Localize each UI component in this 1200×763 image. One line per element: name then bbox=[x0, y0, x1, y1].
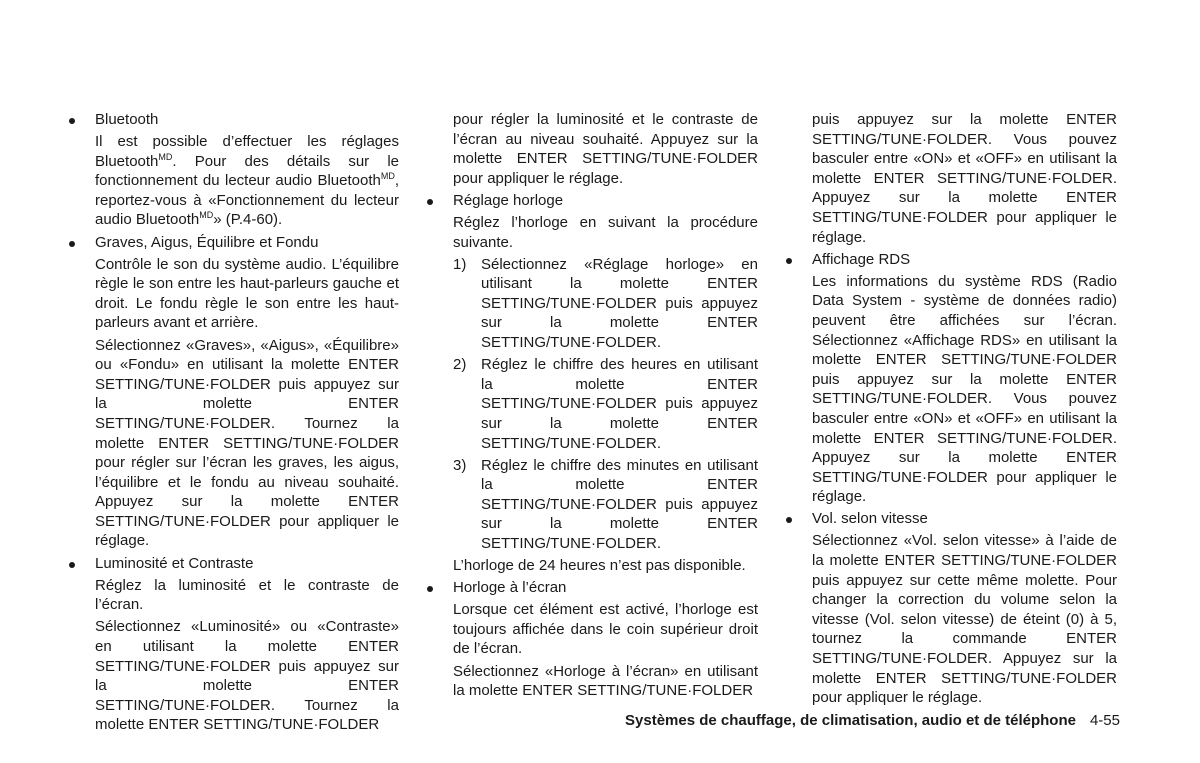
section-title: Systèmes de chauffage, de climatisation, audio et de téléphone bbox=[625, 712, 1076, 729]
step-1 bbox=[453, 255, 758, 353]
step-number: 3) bbox=[453, 456, 467, 474]
horloge-note: L’horloge de 24 heures n’est pas disponible. bbox=[453, 557, 746, 575]
step-text: Réglez le chiffre des minutes en utilisant la molette ENTER SETTING/TUNE·FOLDER puis appuyez sur la molette ENTER SETTING/TUNE·FOLDER. bbox=[481, 456, 758, 552]
step-2 bbox=[453, 355, 758, 453]
column-2 bbox=[453, 110, 758, 703]
step-number: 2) bbox=[453, 356, 467, 374]
luminosite-paragraph-1: Réglez la luminosité et le contraste de l’écran. bbox=[95, 576, 399, 614]
horloge-ecran-continuation: puis appuyez sur la molette ENTER SETTING/TUNE·FOLDER. Vous pouvez basculer entre «ON» et «OFF» en utilisant la molette ENTER SETTING/TUNE·FOLDER. Appuyez sur la molette ENTER SETTING/TUNE·FOLDER pour appliquer le réglage. bbox=[812, 111, 1117, 246]
page-number: 4-55 bbox=[1089, 712, 1120, 729]
text-fragment: » (P.4-60). bbox=[213, 211, 283, 229]
text-fragment: . Pour des détails sur le fonctionnement du lecteur audio Bluetooth bbox=[95, 152, 399, 190]
bullet-heading-horloge-ecran: Horloge à l’écran bbox=[453, 578, 758, 598]
horloge-ecran-paragraph-1: Lorsque cet élément est activé, l’horloge est toujours affichée dans le coin supérieur droit de l’écran. bbox=[453, 601, 758, 658]
bullet-heading-luminosite: Luminosité et Contraste bbox=[95, 554, 399, 574]
horloge-ecran-paragraph-2: Sélectionnez «Horloge à l’écran» en utilisant la molette ENTER SETTING/TUNE·FOLDER bbox=[453, 662, 758, 700]
rds-paragraph: Les informations du système RDS (Radio Data System - système de données radio) peuvent être affichées sur l’écran. Sélectionnez «Affichage RDS» en utilisant la molette ENTER SETTING/TUNE·FOLDER puis appuyez sur la molette ENTER SETTING/TUNE·FOLDER. Vous pouvez basculer entre «ON» et «OFF» en utilisant la molette ENTER SETTING/TUNE·FOLDER. Appuyez sur la molette ENTER SETTING/TUNE·FOLDER pour appliquer le réglage. bbox=[812, 272, 1117, 506]
trademark-superscript: MD bbox=[380, 171, 395, 182]
trademark-superscript: MD bbox=[158, 151, 173, 162]
step-number: 1) bbox=[453, 255, 467, 273]
vol-paragraph: Sélectionnez «Vol. selon vitesse» à l’aide de la molette ENTER SETTING/TUNE·FOLDER puis appuyez sur cette même molette. Pour changer la correction du volume selon la vitesse (Vol. selon vitesse) de éteint (0) à 5, tournez la commande ENTER SETTING/TUNE·FOLDER. Appuyez sur la molette ENTER SETTING/TUNE·FOLDER pour appliquer le réglage. bbox=[812, 532, 1117, 707]
text-fragment: , reportez-vous à «Fonctionnement du lecteur audio Bluetooth bbox=[95, 172, 399, 229]
bullet-heading-reglage-horloge: Réglage horloge bbox=[453, 191, 758, 211]
luminosite-paragraph-2: Sélectionnez «Luminosité» ou «Contraste» en utilisant la molette ENTER SETTING/TUNE·FOLDER puis appuyez sur la molette ENTER SETTING/TUNE·FOLDER. Tournez la molette ENTER SETTING/TUNE·FOLDER bbox=[95, 618, 399, 734]
luminosite-continuation: pour régler la luminosité et le contraste de l’écran au niveau souhaité. Appuyez sur la molette ENTER SETTING/TUNE·FOLDER pour appliquer le réglage. bbox=[453, 111, 758, 187]
text-fragment: Il est possible d’effectuer les réglages Bluetooth bbox=[95, 133, 399, 170]
step-3 bbox=[453, 456, 758, 554]
bluetooth-paragraph bbox=[95, 132, 399, 230]
page-footer bbox=[560, 711, 1120, 731]
column-1 bbox=[95, 110, 399, 737]
step-text: Réglez le chiffre des heures en utilisant la molette ENTER SETTING/TUNE·FOLDER puis appuyez sur la molette ENTER SETTING/TUNE·FOLDER. bbox=[481, 356, 758, 452]
bullet-heading-affichage-rds: Affichage RDS bbox=[812, 250, 1117, 270]
bullet-heading-bluetooth: Bluetooth bbox=[95, 110, 399, 130]
graves-paragraph-1: Contrôle le son du système audio. L’équilibre règle le son entre les haut-parleurs gauche et droit. Le fondu règle le son entre les haut-parleurs avant et arrière. bbox=[95, 255, 399, 332]
bullet-heading-graves: Graves, Aigus, Équilibre et Fondu bbox=[95, 233, 399, 253]
graves-paragraph-2: Sélectionnez «Graves», «Aigus», «Équilibre» ou «Fondu» en utilisant la molette ENTER SETTING/TUNE·FOLDER puis appuyez sur la molette ENTER SETTING/TUNE·FOLDER. Tournez la molette ENTER SETTING/TUNE·FOLDER pour régler sur l’écran les graves, les aigus, l’équilibre et le fondu au niveau souhaité. Appuyez sur la molette ENTER SETTING/TUNE·FOLDER pour appliquer le réglage. bbox=[95, 336, 399, 550]
horloge-intro: Réglez l’horloge en suivant la procédure suivante. bbox=[453, 213, 758, 251]
bullet-heading-vol-selon-vitesse: Vol. selon vitesse bbox=[812, 509, 1117, 529]
trademark-superscript: MD bbox=[199, 210, 214, 221]
column-3 bbox=[812, 110, 1117, 710]
step-text: Sélectionnez «Réglage horloge» en utilisant la molette ENTER SETTING/TUNE·FOLDER puis appuyez sur la molette ENTER SETTING/TUNE·FOLDER. bbox=[481, 255, 758, 352]
